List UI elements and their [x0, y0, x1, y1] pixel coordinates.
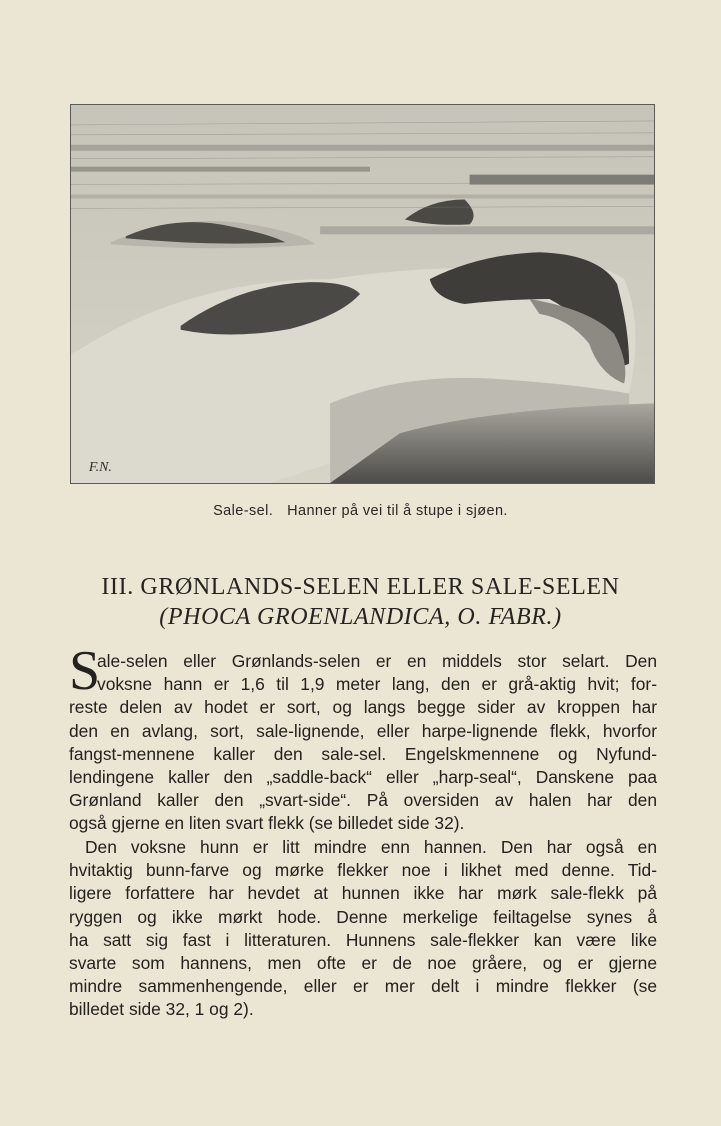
- caption-text: Hanner på vei til å stupe i sjøen.: [287, 503, 508, 519]
- ice-and-seals-drawing: [71, 105, 654, 483]
- text-line: Den voksne hunn er litt mindre enn hannen. Den har også en: [85, 837, 657, 857]
- text-line: voksne hann er 1,6 til 1,9 meter lang, den er grå-aktig hvit; for-: [97, 674, 657, 695]
- text-line: hvitaktig bunn-farve og mørke flekker noe i likhet med denne. Tid-: [69, 860, 657, 881]
- artist-signature: F.N.: [88, 460, 112, 476]
- text-line: den en avlang, sort, sale-lignende, eller harpe-lignende flekk, hvorfor: [69, 720, 657, 741]
- latin-name: (PHOCA GROENLANDICA, O. FABR.): [159, 604, 562, 630]
- caption-label: Sale-sel.: [213, 503, 274, 519]
- text-line: ryggen og ikke mørkt hode. Denne merkelige feiltagelse synes å: [69, 906, 657, 927]
- text-line: ha satt sig fast i litteraturen. Hunnens sale-flekker kan være like: [69, 929, 657, 950]
- text-line: ale-selen eller Grønlands-selen er en middels stor selart. Den: [97, 651, 657, 671]
- text-line: lendingene kaller den „saddle-back“ eller „harp-seal“, Danskene paa: [69, 766, 657, 787]
- drop-cap: S: [69, 640, 101, 702]
- seal-illustration: [70, 104, 655, 484]
- text-line: reste delen av hodet er sort, og langs begge sider av kroppen har: [69, 697, 657, 718]
- text-line: svarte som hannens, men ofte er de noe gråere, og er gjerne: [69, 952, 657, 973]
- text-line: også gjerne en liten svart flekk (se billedet side 32).: [69, 813, 465, 834]
- text-line: Grønland kaller den „svart-side“. På oversiden av halen har den: [69, 790, 657, 811]
- paragraph-2: [69, 836, 657, 1022]
- text-line: mindre sammenhengende, eller er mer delt i mindre flekker (se: [69, 976, 657, 997]
- chapter-subtitle: [0, 604, 721, 631]
- text-line: fangst-mennene kaller den sale-sel. Engelskmennene og Nyfund-: [69, 743, 657, 764]
- text-line: billedet side 32, 1 og 2).: [69, 999, 254, 1020]
- figure-caption: [0, 503, 721, 519]
- chapter-title: III. GRØNLANDS-SELEN ELLER SALE-SELEN: [101, 574, 620, 600]
- text-line: ligere forfattere har hevdet at hunnen ikke har mørk sale-flekk på: [69, 883, 657, 904]
- paragraph-1: [69, 650, 657, 836]
